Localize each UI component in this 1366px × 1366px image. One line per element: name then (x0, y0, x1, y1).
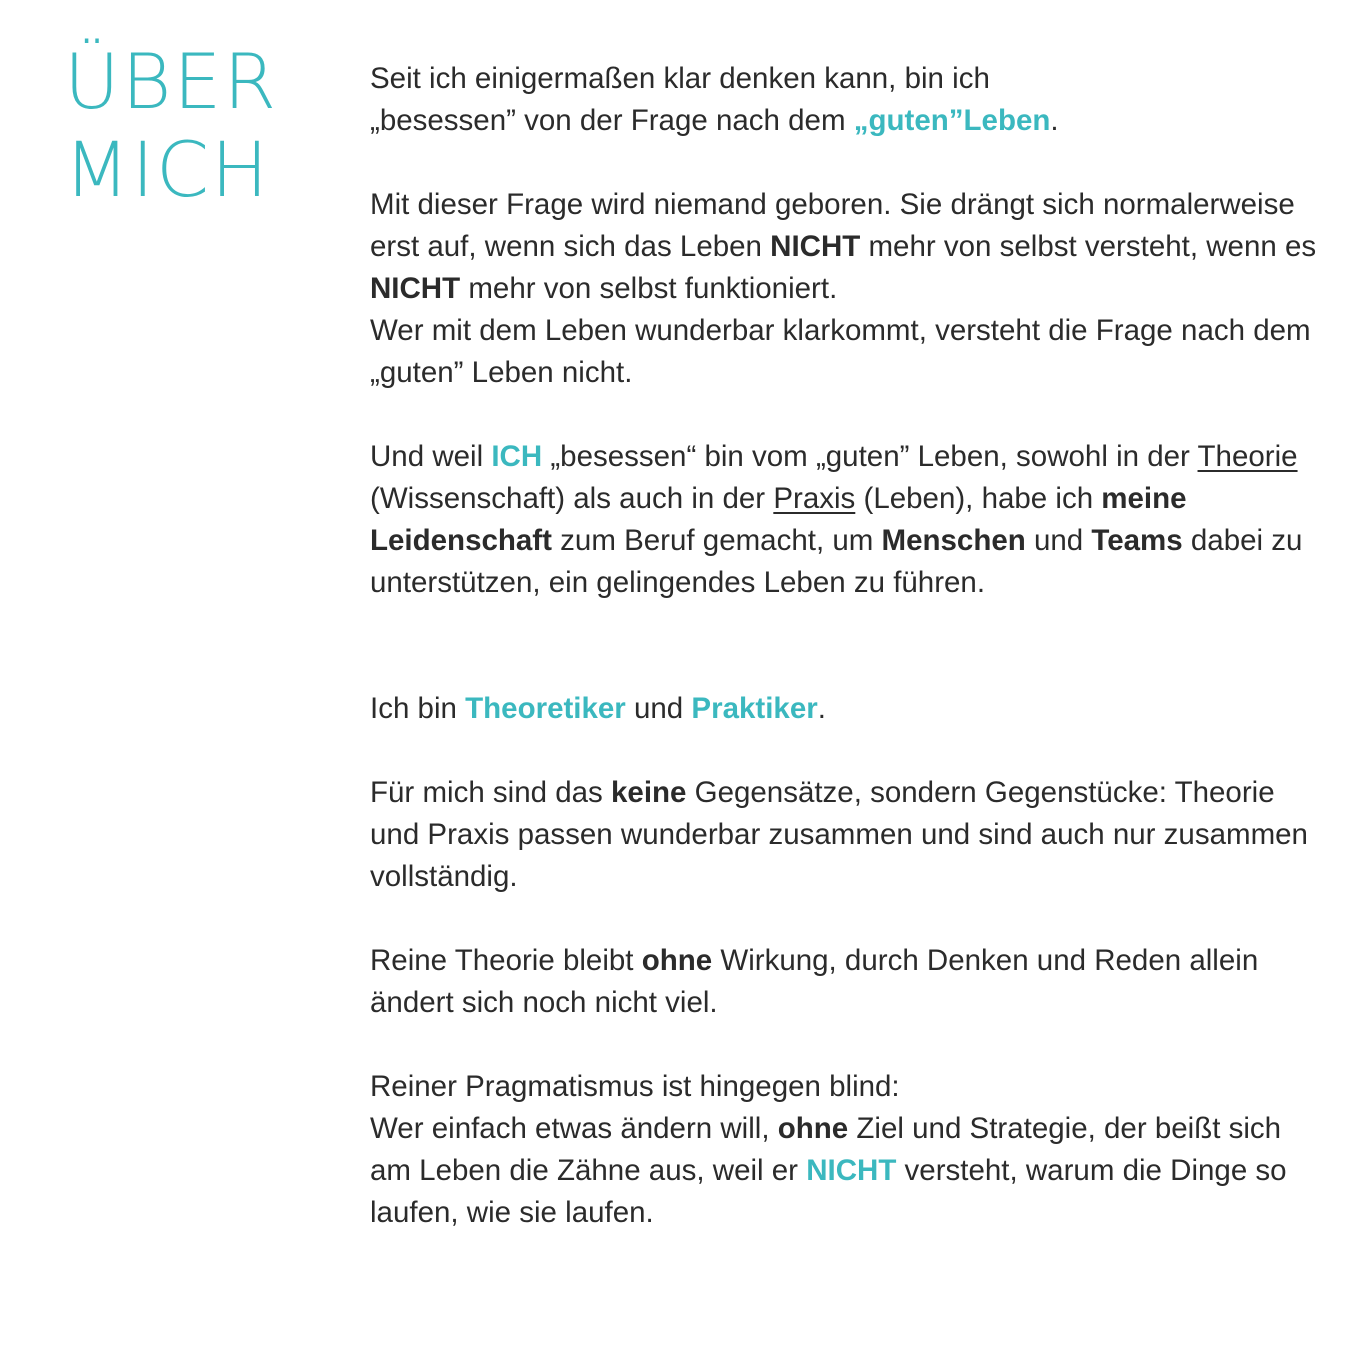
emphasis-ohne: ohne (777, 1112, 849, 1145)
title-line-1: ÜBER (64, 37, 279, 126)
text: Reine Theorie bleibt (370, 944, 642, 977)
emphasis-leidenschaft: meine Leidenschaft (370, 482, 1187, 557)
text: Gegensätze, sondern Gegenstücke: Theorie und Praxis passen wunderbar zusammen und sind auch nur zusammen vollständig. (370, 776, 1308, 893)
emphasis-keine: keine (611, 776, 687, 809)
text: Reiner Pragmatismus ist hingegen blind: (370, 1070, 900, 1103)
paragraph-klarkommt (370, 310, 1330, 394)
text: versteht, warum die Dinge so laufen, wie sie laufen. (370, 1154, 1287, 1229)
spacer (370, 730, 1330, 772)
text: Wirkung, durch Denken und Reden allein ändert sich noch nicht viel. (370, 944, 1259, 1019)
underlined-theorie: Theorie (1197, 440, 1298, 473)
text: . (817, 692, 826, 725)
text: Ziel und Strategie, der beißt sich am Leben die Zähne aus, weil er (370, 1112, 1282, 1187)
spacer (370, 898, 1330, 940)
text: mehr von selbst versteht, wenn es (860, 230, 1317, 263)
text: Wer einfach etwas ändern will, (370, 1112, 778, 1145)
paragraph-pragmatismus (370, 1066, 1330, 1108)
paragraph-intro (370, 58, 1330, 142)
paragraph-theorie (370, 940, 1330, 1024)
text: mehr von selbst funktioniert. (460, 272, 838, 305)
emphasis-nicht: NICHT (370, 272, 461, 305)
highlight-nicht: NICHT (806, 1154, 897, 1187)
text: Mit dieser Frage wird niemand geboren. Sie drängt sich normalerweise erst auf, wenn sich das Leben (370, 188, 1295, 263)
title-line-2: MICH (64, 125, 271, 214)
emphasis-nicht: NICHT (770, 230, 861, 263)
text: „besessen“ bin vom „guten” Leben, sowohl in der (542, 440, 1198, 473)
emphasis-ohne: ohne (641, 944, 713, 977)
text: . (1050, 104, 1059, 137)
underlined-praxis: Praxis (773, 482, 856, 515)
emphasis-teams: Teams (1091, 524, 1183, 557)
text: (Leben), habe ich (855, 482, 1102, 515)
text: und (1025, 524, 1092, 557)
text: Und weil (370, 440, 492, 473)
highlight-theoretiker: Theoretiker (465, 692, 626, 725)
spacer (370, 394, 1330, 436)
text: und (625, 692, 692, 725)
paragraph-gegenstuecke (370, 772, 1330, 898)
text: zum Beruf gemacht, um (551, 524, 882, 557)
about-text (370, 58, 1330, 1234)
spacer (370, 1024, 1330, 1066)
highlight-praktiker: Praktiker (691, 692, 818, 725)
paragraph-theoretiker (370, 688, 1330, 730)
text: Seit ich einigermaßen klar denken kann, bin ich (370, 62, 990, 95)
text: Ich bin (370, 692, 466, 725)
text: „besessen” von der Frage nach dem (370, 104, 854, 137)
paragraph-question (370, 184, 1330, 310)
paragraph-strategie (370, 1108, 1330, 1234)
text: (Wissenschaft) als auch in der (370, 482, 774, 515)
paragraph-passion (370, 436, 1330, 604)
highlight-guten-leben: „guten”Leben (853, 104, 1051, 137)
text: dabei zu unterstützen, ein gelingendes Leben zu führen. (370, 524, 1303, 599)
spacer (370, 142, 1330, 184)
text: Für mich sind das (370, 776, 611, 809)
text: Wer mit dem Leben wunderbar klarkommt, versteht die Frage nach dem „guten” Leben nicht. (370, 314, 1311, 389)
emphasis-menschen: Menschen (881, 524, 1026, 557)
highlight-ich: ICH (491, 440, 543, 473)
page-title (64, 38, 278, 214)
spacer (370, 604, 1330, 688)
